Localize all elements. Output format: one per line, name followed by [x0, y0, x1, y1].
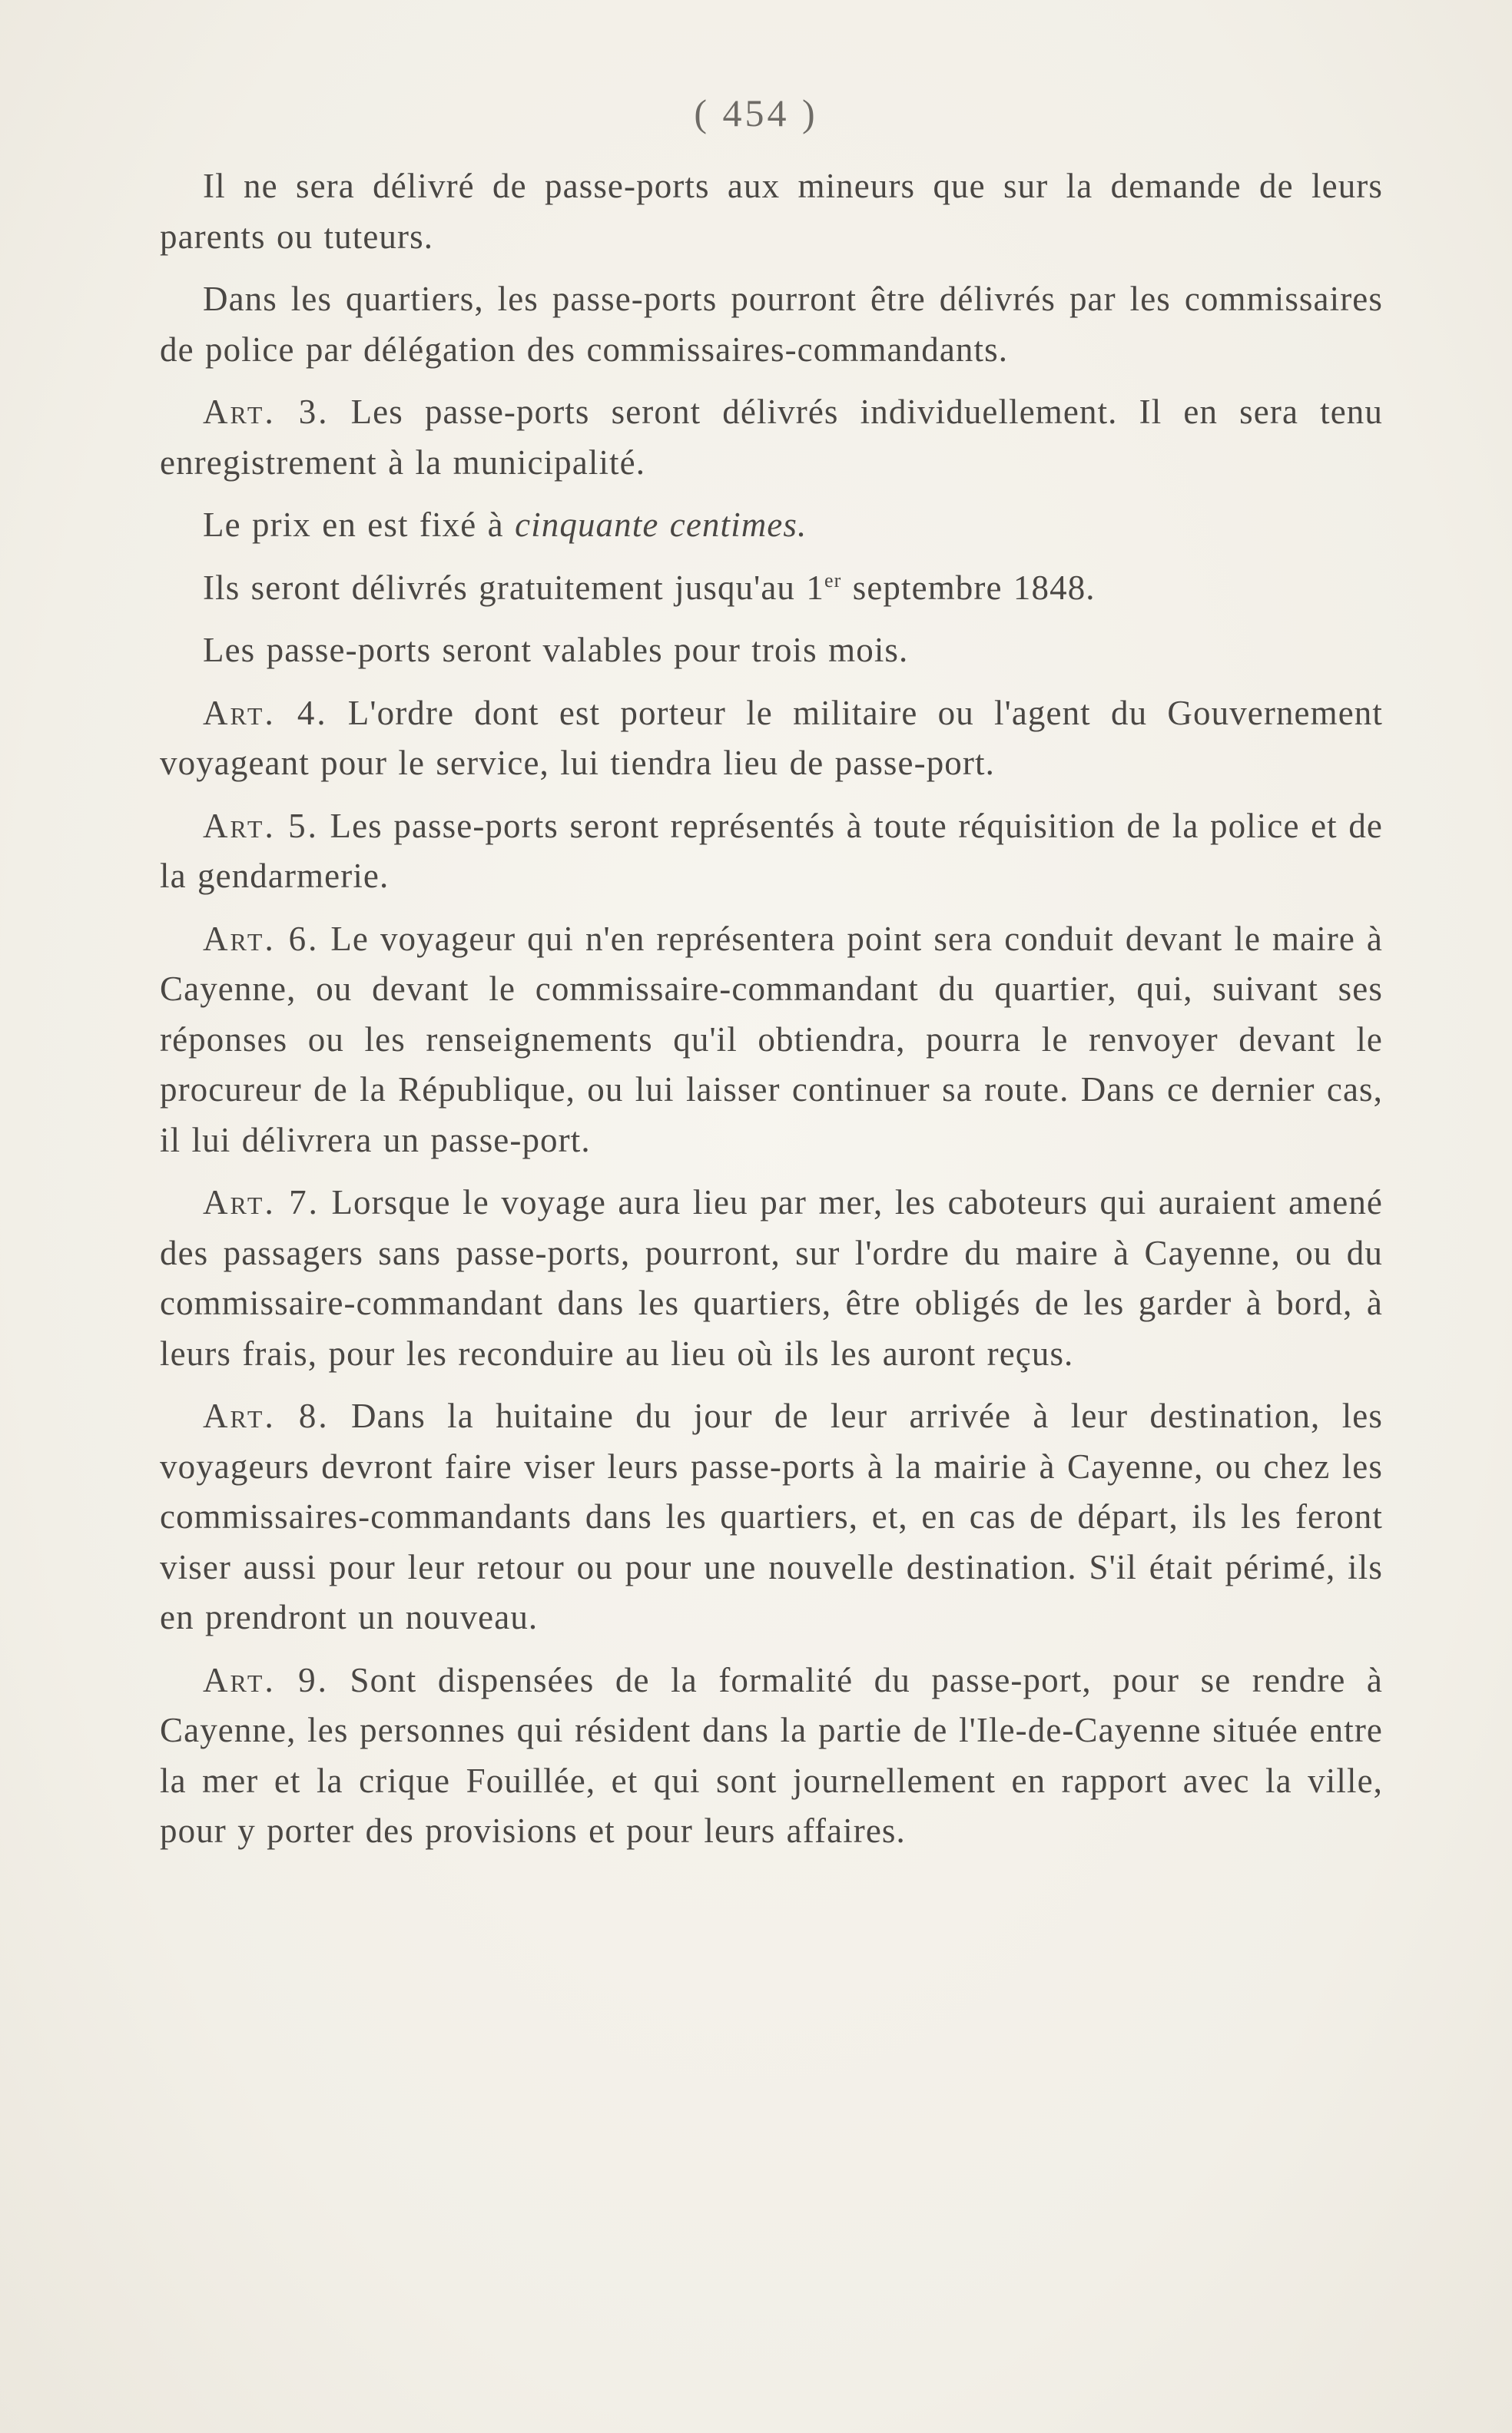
article-text: Les passe-ports seront délivrés individuellement. Il en sera tenu enregistrement à la municipalité.	[160, 393, 1383, 482]
article-text: Les passe-ports seront représentés à toute réquisition de la police et de la gendarmerie.	[160, 806, 1384, 895]
paragraph-text-after: septembre 1848.	[841, 568, 1096, 607]
price-amount: cinquante centimes.	[515, 505, 807, 544]
paragraph-text: Le prix en est fixé à	[203, 505, 504, 544]
paragraph-text: Ils seront délivrés gratuitement jusqu'au 1	[203, 568, 824, 607]
article-label: Art. 3.	[203, 393, 330, 431]
article-text: Sont dispensées de la formalité du passe-port, pour se rendre à Cayenne, les personnes qui résident dans la partie de l'Ile-de-Cayenne située entre la mer et la crique Fouillée, et qui sont journellement en rapport avec la ville, pour y porter des provisions et pour leurs affaires.	[160, 1660, 1384, 1850]
article-8	[160, 1391, 1383, 1643]
article-text: Le voyageur qui n'en représentera point sera conduit devant le maire à Cayenne, ou devant le commissaire-commandant du quartier, qui, suivant ses réponses ou les renseignements qu'il obtiendra, pourra le renvoyer devant le procureur de la République, ou lui laisser continuer sa route. Dans ce dernier cas, il lui délivrera un passe-port.	[160, 919, 1383, 1159]
article-3	[160, 387, 1383, 488]
article-label: Art. 4.	[203, 693, 328, 732]
paragraph-free-until	[160, 563, 1383, 614]
article-text: L'ordre dont est porteur le militaire ou l'agent du Gouvernement voyageant pour le service, lui tiendra lieu de passe-port.	[160, 693, 1384, 782]
paragraph-text: Il ne sera délivré de passe-ports aux mineurs que sur la demande de leurs parents ou tuteurs.	[160, 167, 1383, 256]
article-label: Art. 5.	[203, 806, 319, 845]
ordinal-superscript: er	[824, 568, 842, 592]
article-7	[160, 1178, 1383, 1379]
article-label: Art. 6.	[203, 919, 320, 958]
paragraph-quarters	[160, 274, 1383, 375]
article-text: Dans la huitaine du jour de leur arrivée à leur destination, les voyageurs devront faire viser leurs passe-ports à la mairie à Cayenne, ou chez les commissaires-commandants dans les quartiers, et, en cas de départ, ils les feront viser aussi pour leur retour ou pour une nouvelle destination. S'il était périmé, ils en prendront un nouveau.	[160, 1397, 1383, 1636]
paragraph-text: Les passe-ports seront valables pour trois mois.	[203, 631, 909, 669]
paragraph-minors	[160, 161, 1383, 262]
page-number: ( 454 )	[694, 91, 818, 134]
document-body	[160, 161, 1383, 1869]
article-label: Art. 9.	[203, 1660, 329, 1699]
paragraph-validity	[160, 625, 1383, 676]
article-label: Art. 7.	[203, 1183, 320, 1221]
article-6	[160, 914, 1383, 1166]
article-9	[160, 1656, 1383, 1857]
article-label: Art. 8.	[203, 1397, 330, 1435]
paragraph-text: Dans les quartiers, les passe-ports pourront être délivrés par les commissaires de police par délégation des commissaires-commandants.	[160, 280, 1383, 369]
article-5	[160, 801, 1383, 902]
article-text: Lorsque le voyage aura lieu par mer, les caboteurs qui auraient amené des passagers sans passe-ports, pourront, sur l'ordre du maire à Cayenne, ou du commissaire-commandant dans les quartiers, être obligés de les garder à bord, à leurs frais, pour les reconduire au lieu où ils les auront reçus.	[160, 1183, 1383, 1373]
article-4	[160, 688, 1383, 789]
paragraph-price	[160, 500, 1383, 551]
